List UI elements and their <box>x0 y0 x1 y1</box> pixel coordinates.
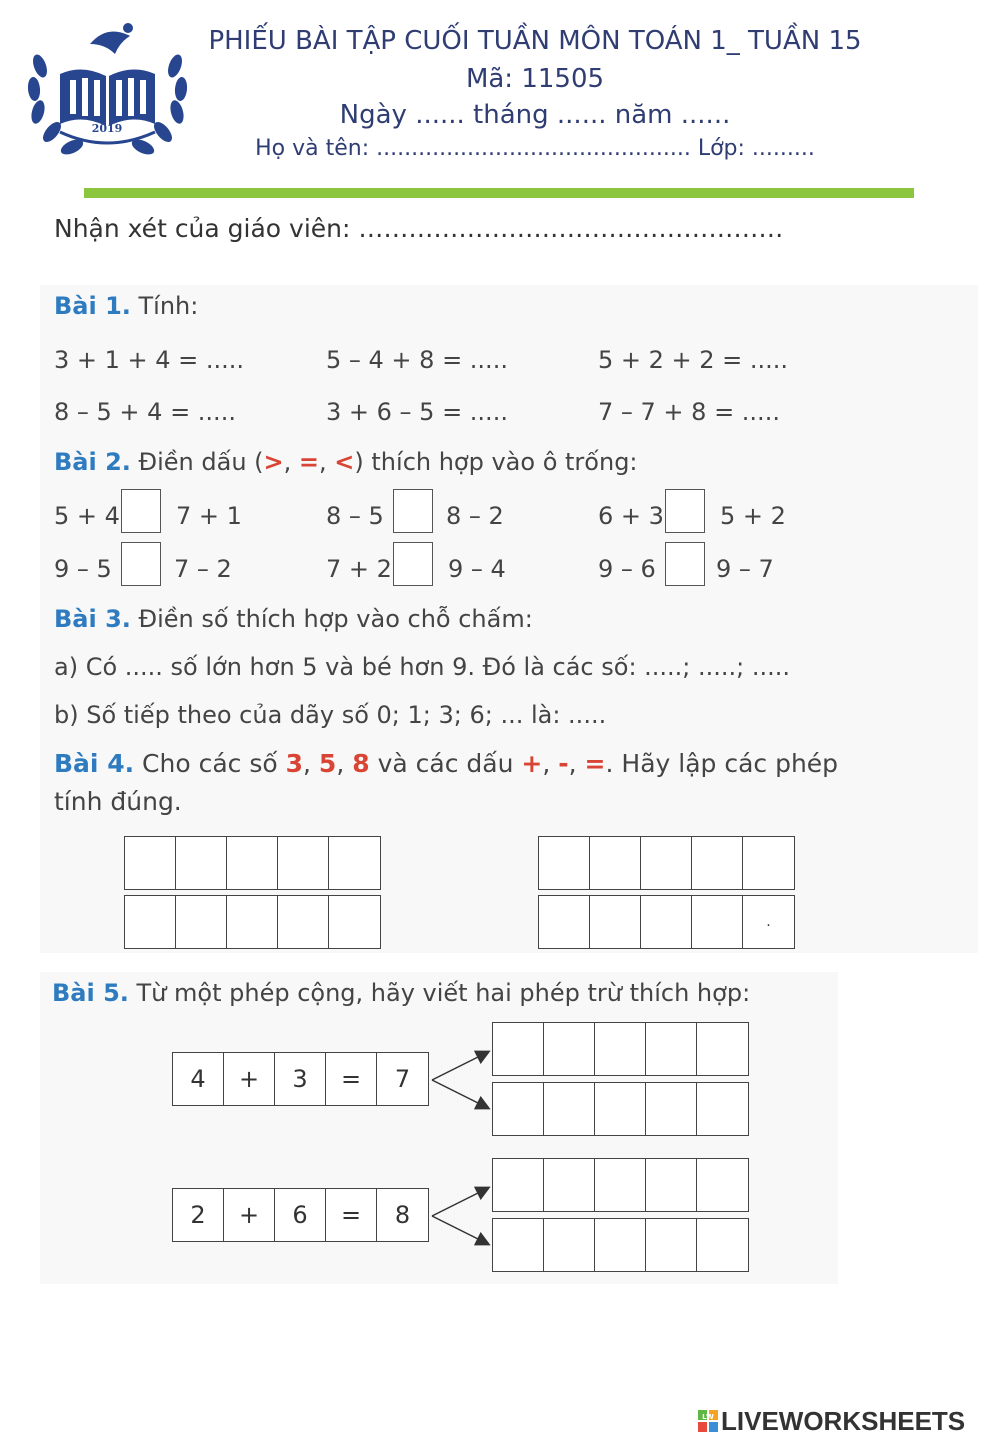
answer-grid <box>492 1218 749 1272</box>
answer-cell[interactable] <box>697 1023 748 1075</box>
answer-grid <box>124 836 381 890</box>
exercise-1-expr: 3 + 6 – 5 = ..... <box>326 398 508 426</box>
answer-cell[interactable] <box>692 837 743 889</box>
op-minus: - <box>558 749 569 778</box>
exercise-4-heading: Bài 4. Cho các số 3, 5, 8 và các dấu +, -, =. Hãy lập các phép <box>54 749 839 778</box>
answer-cell[interactable] <box>544 1159 595 1211</box>
exercise-4-text: Cho các số <box>134 749 286 778</box>
answer-cell[interactable] <box>590 896 641 948</box>
stray-dot: . <box>766 914 771 930</box>
answer-cell[interactable] <box>539 896 590 948</box>
exercise-1-heading <box>54 292 198 320</box>
worksheet-title: PHIẾU BÀI TẬP CUỐI TUẦN MÔN TOÁN 1_ TUẦN 15 <box>208 26 862 56</box>
exercise-1-expr: 7 – 7 + 8 = ..... <box>598 398 780 426</box>
exercise-2-title-end: ) thích hợp vào ô trống: <box>354 448 638 476</box>
answer-cell[interactable] <box>697 1159 748 1211</box>
equation-cell: 7 <box>394 1065 411 1093</box>
answer-cell[interactable] <box>176 837 227 889</box>
answer-cell[interactable] <box>493 1159 544 1211</box>
answer-cell[interactable] <box>697 1219 748 1271</box>
answer-cell[interactable] <box>595 1219 646 1271</box>
logo-year: 2019 <box>91 122 123 135</box>
teacher-comment: Nhận xét của giáo viên: …………………………………………… <box>54 214 784 243</box>
answer-cell[interactable] <box>646 1023 697 1075</box>
compare-left: 8 – 5 <box>326 502 384 530</box>
answer-grid <box>492 1082 749 1136</box>
separator: , <box>319 448 335 476</box>
number-8: 8 <box>352 749 370 778</box>
header-divider <box>84 188 914 198</box>
exercise-1-label: Bài 1. <box>54 292 131 320</box>
compare-right: 8 – 2 <box>446 502 504 530</box>
answer-cell[interactable] <box>176 896 227 948</box>
worksheet-code: Mã: 11505 <box>465 64 605 94</box>
compare-answer-box[interactable] <box>121 489 161 533</box>
answer-cell[interactable] <box>646 1219 697 1271</box>
answer-cell[interactable] <box>227 896 278 948</box>
answer-cell[interactable] <box>329 896 380 948</box>
split-arrows <box>428 1040 498 1120</box>
compare-answer-box[interactable] <box>665 542 705 586</box>
compare-right: 9 – 7 <box>716 555 774 583</box>
exercise-4-label: Bài 4. <box>54 749 135 778</box>
compare-right: 7 + 1 <box>176 502 242 530</box>
exercise-1-title: Tính: <box>130 292 199 320</box>
compare-left: 6 + 3 <box>598 502 664 530</box>
given-equation <box>172 1188 429 1242</box>
compare-answer-box[interactable] <box>121 542 161 586</box>
equation-cell: 8 <box>394 1201 411 1229</box>
answer-cell[interactable] <box>278 896 329 948</box>
compare-right: 5 + 2 <box>720 502 786 530</box>
answer-cell[interactable] <box>544 1219 595 1271</box>
sign-greater: > <box>263 448 284 476</box>
compare-answer-box[interactable] <box>393 542 433 586</box>
answer-grid <box>492 1022 749 1076</box>
exercise-1-expr: 5 + 2 + 2 = ..... <box>598 346 789 374</box>
answer-cell[interactable] <box>125 837 176 889</box>
exercise-1-expr: 8 – 5 + 4 = ..... <box>54 398 236 426</box>
liveworksheets-brand: LIVEWORKSHEETS <box>721 1406 966 1436</box>
answer-cell[interactable] <box>743 896 794 948</box>
sign-less: < <box>334 448 355 476</box>
student-name-line: Họ và tên: ............................................. Lớp: ......... <box>255 136 815 161</box>
answer-cell[interactable] <box>544 1083 595 1135</box>
answer-cell[interactable] <box>697 1083 748 1135</box>
compare-left: 9 – 6 <box>598 555 656 583</box>
exercise-1-expr: 5 – 4 + 8 = ..... <box>326 346 508 374</box>
answer-cell[interactable] <box>539 837 590 889</box>
exercise-4-text: . Hãy lập các phép <box>605 749 839 778</box>
split-arrows <box>428 1176 498 1256</box>
equation-cell: + <box>224 1189 275 1241</box>
answer-grid <box>538 895 795 949</box>
sign-equal: = <box>298 448 320 476</box>
date-line: Ngày ...... tháng ...... năm ...... <box>339 100 731 130</box>
exercise-3b: b) Số tiếp theo của dãy số 0; 1; 3; 6; ... là: ..... <box>54 701 607 729</box>
number-5: 5 <box>318 749 337 778</box>
compare-left: 7 + 2 <box>326 555 392 583</box>
answer-cell[interactable] <box>493 1083 544 1135</box>
answer-grid <box>538 836 795 890</box>
answer-cell[interactable] <box>595 1159 646 1211</box>
answer-cell[interactable] <box>595 1083 646 1135</box>
compare-right: 9 – 4 <box>448 555 506 583</box>
answer-cell[interactable] <box>590 837 641 889</box>
answer-cell[interactable] <box>743 837 794 889</box>
exercise-3a: a) Có ..... số lớn hơn 5 và bé hơn 9. Đó là các số: .....; .....; ..... <box>54 653 791 681</box>
compare-left: 9 – 5 <box>54 555 112 583</box>
answer-cell[interactable] <box>641 837 692 889</box>
number-3: 3 <box>285 749 304 778</box>
answer-grid <box>492 1158 749 1212</box>
compare-left: 5 + 4 <box>54 502 120 530</box>
compare-right: 7 – 2 <box>174 555 232 583</box>
equation-cell: + <box>224 1053 275 1105</box>
answer-cell[interactable] <box>646 1083 697 1135</box>
exercise-3-label: Bài 3. <box>54 605 131 633</box>
compare-answer-box[interactable] <box>393 489 433 533</box>
exercise-5-title: Từ một phép cộng, hãy viết hai phép trừ thích hợp: <box>128 979 751 1007</box>
exercise-5-label: Bài 5. <box>52 979 129 1007</box>
compare-answer-box[interactable] <box>665 489 705 533</box>
exercise-2-label: Bài 2. <box>54 448 131 476</box>
equation-cell: = <box>326 1189 377 1241</box>
exercise-1-expr: 3 + 1 + 4 = ..... <box>54 346 245 374</box>
exercise-2-title-start: Điền dấu ( <box>130 448 264 476</box>
answer-cell[interactable] <box>544 1023 595 1075</box>
answer-cell[interactable] <box>692 896 743 948</box>
school-logo <box>20 14 195 164</box>
exercise-2-heading <box>54 448 638 476</box>
answer-cell[interactable] <box>493 1023 544 1075</box>
exercise-3-title: Điền số thích hợp vào chỗ chấm: <box>130 605 533 633</box>
equation-cell: 6 <box>275 1189 326 1241</box>
equation-cell: = <box>326 1053 377 1105</box>
answer-grid <box>124 895 381 949</box>
answer-cell[interactable] <box>329 837 380 889</box>
exercise-3-heading <box>54 605 533 633</box>
answer-cell[interactable] <box>641 896 692 948</box>
logo-mini-text: LW <box>702 1413 714 1421</box>
exercise-4-text: và các dấu <box>369 749 522 778</box>
exercise-5-heading <box>52 979 750 1007</box>
equation-cell: 2 <box>173 1189 224 1241</box>
exercise-4-line2: tính đúng. <box>54 787 182 816</box>
given-equation <box>172 1052 429 1106</box>
op-equal: = <box>584 749 606 778</box>
op-plus: + <box>521 749 543 778</box>
answer-cell[interactable] <box>125 896 176 948</box>
answer-cell[interactable] <box>646 1159 697 1211</box>
answer-cell[interactable] <box>595 1023 646 1075</box>
liveworksheets-logo-icon <box>698 1410 718 1432</box>
answer-cell[interactable] <box>493 1219 544 1271</box>
answer-cell[interactable] <box>227 837 278 889</box>
equation-cell: 3 <box>275 1053 326 1105</box>
answer-cell[interactable] <box>278 837 329 889</box>
equation-cell: 4 <box>173 1053 224 1105</box>
separator: , <box>283 448 299 476</box>
